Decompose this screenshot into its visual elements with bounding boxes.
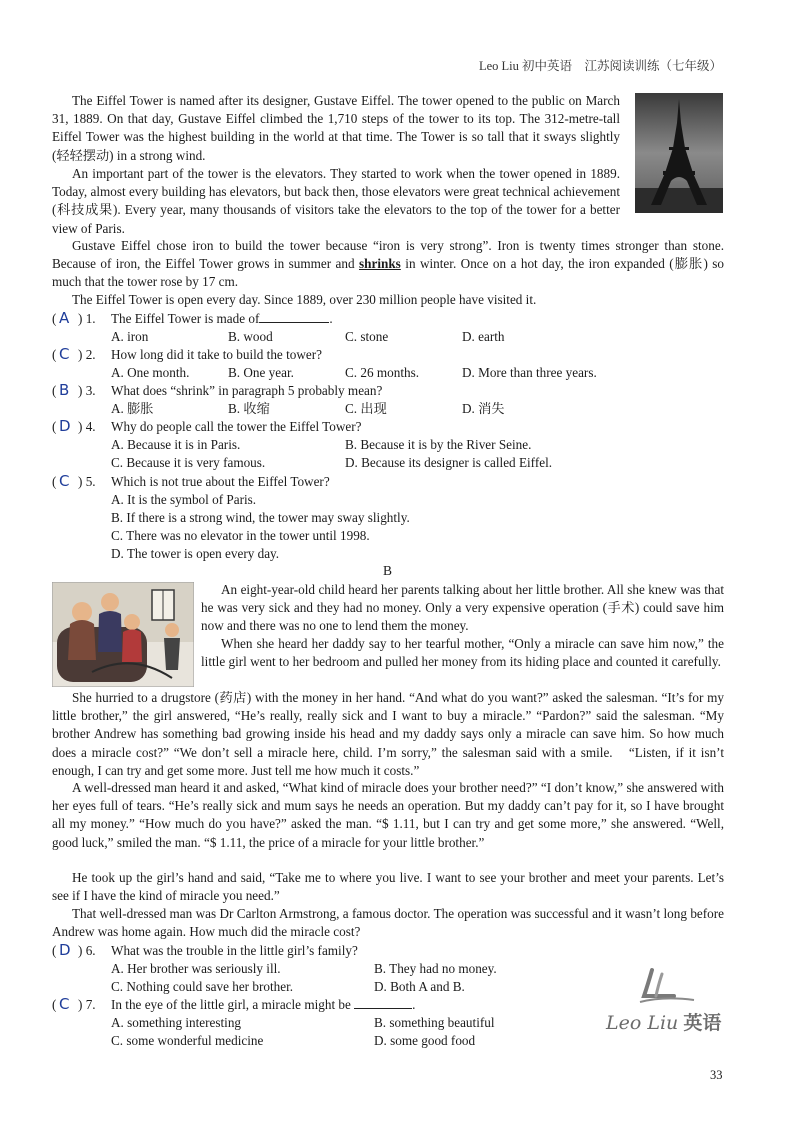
q2-option-b: B. One year.: [228, 365, 294, 380]
question-4-answer: D: [59, 417, 71, 435]
q6-option-c: C. Nothing could save her brother.: [111, 979, 294, 994]
answer-blank: [354, 996, 412, 1009]
q7-option-d: D. some good food: [374, 1033, 476, 1048]
q5-option-b: B. If there is a strong wind, the tower may sway slightly.: [111, 510, 410, 525]
q4-option-a: A. Because it is in Paris.: [111, 437, 241, 452]
q6-option-b: B. They had no money.: [374, 961, 497, 976]
question-3-paren: (: [52, 383, 57, 398]
question-7-answer: C: [59, 995, 70, 1013]
question-1-stem-text: The Eiffel Tower is made of: [111, 311, 260, 326]
answer-open-paren: (: [52, 311, 57, 326]
question-4-stem: Why do people call the tower the Eiffel Tower?: [111, 419, 362, 434]
family-illustration: [52, 582, 194, 687]
q3-option-b: B. 收缩: [228, 401, 270, 416]
passage-b-p1: An eight-year-old child heard her parents talking about her little brother. All she knew was that he was very sick and they had no money. Only a very expensive operation (手术) could save him now and there was no one to lend them the money.: [201, 582, 724, 634]
question-4-paren: (: [52, 419, 57, 434]
question-2-paren: (: [52, 347, 57, 362]
p3-part2: in winter. Once on a hot day, the iron expanded (膨胀) so much that the tower rose by 17 cm.: [52, 256, 725, 290]
question-1-number: ) 1.: [78, 311, 96, 326]
passage-b-p3: She hurried to a drugstore (药店) with the money in her hand. “And what do you want?” asked the salesman. “It’s for my little brother,” the girl answered, “He’s really, really sick and I want to buy a miracle.” “Pardon?” said the salesman. “My brother Andrew has something bad growing inside his head and my daddy says only a miracle can save him. So how much does a miracle cost?” “We don’t sell a miracle here, child. I’m sorry,” the salesman said with a smile. “Listen, if it isn’t enough, I can try and get some more. Just tell me how much it costs.”: [52, 690, 724, 778]
question-1-answer: A: [59, 309, 70, 327]
question-6-paren: (: [52, 943, 57, 958]
q2-option-c: C. 26 months.: [345, 365, 420, 380]
question-1-stem: The Eiffel Tower is made of .: [111, 311, 333, 326]
q4-option-c: C. Because it is very famous.: [111, 455, 266, 470]
passage-a-p4: The Eiffel Tower is open every day. Since 1889, over 230 million people have visited it.: [72, 292, 537, 307]
family-image: [52, 582, 194, 687]
q5-option-a: A. It is the symbol of Paris.: [111, 492, 257, 507]
p3-part1: Gustave Eiffel chose iron to build the tower because “iron is very strong”. Iron is twenty times stronger than stone. Because of iron, the Eiffel Tower grows in summer and: [52, 238, 724, 272]
question-2-stem: How long did it take to build the tower?: [111, 347, 322, 362]
q3-option-c: C. 出现: [345, 401, 387, 416]
q1-option-c: C. stone: [345, 329, 389, 344]
passage-b-p5: He took up the girl’s hand and said, “Take me to where you live. I want to see your brother and meet your parents. Let’s see if I have the kind of miracle you need.”: [52, 870, 724, 904]
q1-option-d: D. earth: [462, 329, 505, 344]
q7-option-a: A. something interesting: [111, 1015, 242, 1030]
eiffel-tower-photo: [635, 93, 723, 213]
question-5-paren: (: [52, 474, 57, 489]
q5-option-d: D. The tower is open every day.: [111, 546, 280, 561]
q4-option-d: D. Because its designer is called Eiffel.: [345, 455, 553, 470]
question-6-answer: D: [59, 941, 71, 959]
page-number: 33: [710, 1068, 723, 1082]
q7-option-c: C. some wonderful medicine: [111, 1033, 264, 1048]
q2-option-d: D. More than three years.: [462, 365, 597, 380]
page-header: Leo Liu 初中英语 江苏阅读训练（七年级）: [478, 59, 722, 73]
q7-option-b: B. something beautiful: [374, 1015, 495, 1030]
passage-b-p6: That well-dressed man was Dr Carlton Armstrong, a famous doctor. The operation was successful and it wasn’t long before Andrew was home again. How much did the miracle cost?: [52, 906, 724, 940]
q5-option-c: C. There was no elevator in the tower until 1998.: [111, 528, 370, 543]
logo-text: [606, 1008, 721, 1035]
question-7-paren: (: [52, 997, 57, 1012]
q6-option-d: D. Both A and B.: [374, 979, 465, 994]
question-7-stem: In the eye of the little girl, a miracle might be .: [111, 997, 416, 1012]
question-3-stem: What does “shrink” in paragraph 5 probably mean?: [111, 383, 383, 398]
question-1: [52, 310, 56, 328]
q2-option-a: A. One month.: [111, 365, 190, 380]
question-6-number: ) 6.: [78, 943, 96, 958]
q6-option-a: A. Her brother was seriously ill.: [111, 961, 281, 976]
leo-liu-logo: [604, 966, 724, 1036]
question-5-stem: Which is not true about the Eiffel Tower?: [111, 474, 330, 489]
question-5-answer: C: [59, 472, 70, 490]
logo-latin: Leo Liu: [606, 1012, 679, 1034]
q1-option-a: A. iron: [111, 329, 149, 344]
question-7-number: ) 7.: [78, 997, 96, 1012]
eiffel-tower-image: [635, 93, 723, 213]
question-5-number: ) 5.: [78, 474, 96, 489]
passage-a-p3: [52, 237, 724, 292]
logo-mark-icon: [604, 966, 724, 1006]
q3-option-d: D. 消失: [462, 401, 505, 416]
passage-a-p2: An important part of the tower is the elevators. They started to work when the tower opened in 1889. Today, almost every building has elevators, but back then, those elevators were great technical achievement (科技成果). Every year, many thousands of visitors take the elevators to the top of the tower for a better view of Paris.: [52, 166, 620, 236]
section-b-label: B: [383, 563, 393, 578]
passage-b-p4: A well-dressed man heard it and asked, “What kind of miracle does your brother need?” “I don’t know,” she answered with her eyes full of tears. “He’s really sick and mum says he needs an operation. But my daddy can’t pay for it, so I have brought all my money.” “How much do you have?” asked the man. “$ 1.11, but I can try and get some more,” she answered. “Well, good luck,” smiled the man. “$ 1.11, the price of a miracle for your little brother.”: [52, 780, 724, 850]
question-6-stem: What was the trouble in the little girl’s family?: [111, 943, 358, 958]
logo-cjk: 英语: [683, 1012, 722, 1034]
answer-blank: [259, 310, 329, 323]
question-4-number: ) 4.: [78, 419, 96, 434]
q4-option-b: B. Because it is by the River Seine.: [345, 437, 532, 452]
passage-a-p1: The Eiffel Tower is named after its designer, Gustave Eiffel. The tower opened to the public on March 31, 1889. On that day, Gustave Eiffel climbed the 1,710 steps of the tower to its top. The 312-metre-tall Eiffel Tower was the highest building in the world at that time. The Tower is so tall that it sways slightly (轻轻摆动) in a strong wind.: [52, 93, 620, 163]
question-3-answer: B: [59, 381, 70, 399]
q3-option-a: A. 膨胀: [111, 401, 154, 416]
question-2-number: ) 2.: [78, 347, 96, 362]
question-3-number: ) 3.: [78, 383, 96, 398]
question-7-stem-text: In the eye of the little girl, a miracle might be: [111, 997, 351, 1012]
passage-b-p2: When she heard her daddy say to her tearful mother, “Only a miracle can save him now,” the little girl went to her bedroom and pulled her money from its hiding place and counted it carefully.: [201, 636, 724, 670]
q1-option-b: B. wood: [228, 329, 273, 344]
shrinks-word: shrinks: [359, 256, 401, 272]
question-2-answer: C: [59, 345, 70, 363]
